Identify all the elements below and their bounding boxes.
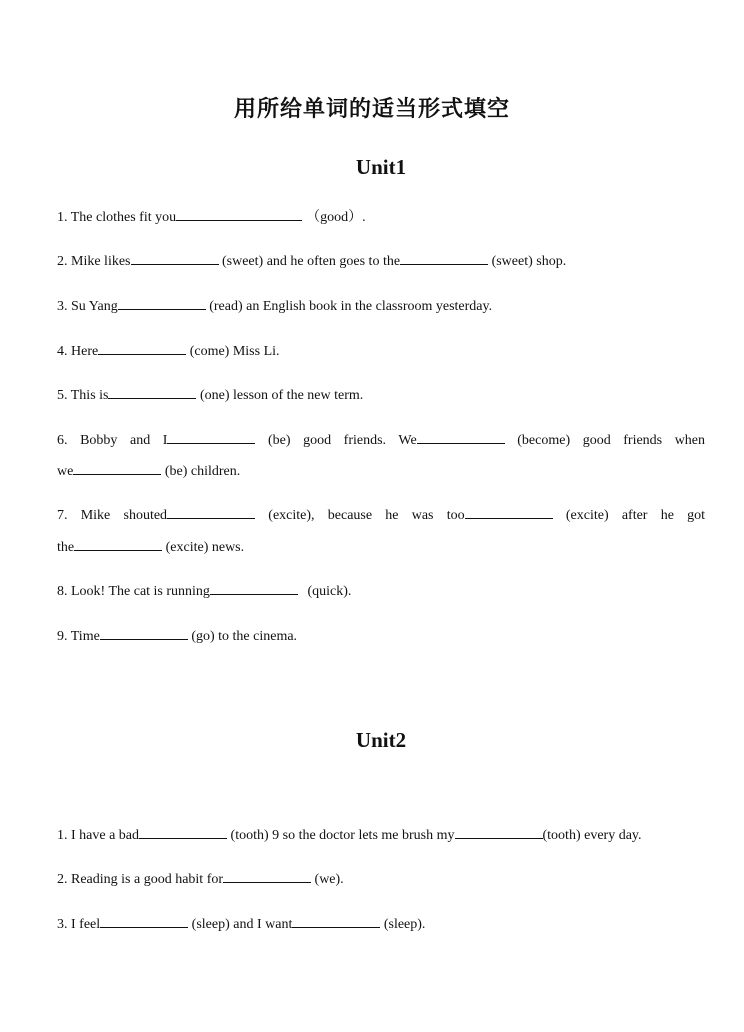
unit2-heading: Unit2 — [355, 728, 407, 752]
answer-blank[interactable] — [417, 430, 505, 444]
unit1-question-1: 1. The clothes fit you （good）. — [57, 207, 705, 227]
answer-blank[interactable] — [131, 251, 219, 265]
unit1-question-7-cont: the (excite) news. — [57, 537, 705, 557]
unit1-question-2: 2. Mike likes (sweet) and he often goes to the (sweet) shop. — [57, 251, 705, 271]
answer-blank[interactable] — [100, 626, 188, 640]
answer-blank[interactable] — [400, 251, 488, 265]
answer-blank[interactable] — [98, 341, 186, 355]
answer-blank[interactable] — [118, 296, 206, 310]
answer-blank[interactable] — [292, 914, 380, 928]
page-title: 用所给单词的适当形式填空 — [233, 97, 510, 122]
unit1-question-4: 4. Here (come) Miss Li. — [57, 341, 705, 361]
answer-blank[interactable] — [210, 581, 298, 595]
answer-blank[interactable] — [167, 505, 255, 519]
answer-blank[interactable] — [100, 914, 188, 928]
answer-blank[interactable] — [223, 869, 311, 883]
answer-blank[interactable] — [176, 207, 302, 221]
answer-blank[interactable] — [108, 385, 196, 399]
unit2-question-3: 3. I feel (sleep) and I want (sleep). — [57, 914, 705, 934]
unit1-question-5: 5. This is (one) lesson of the new term. — [57, 385, 705, 405]
unit1-question-8: 8. Look! The cat is running (quick). — [57, 581, 705, 601]
unit1-question-9: 9. Time (go) to the cinema. — [57, 626, 705, 646]
unit1-question-3: 3. Su Yang (read) an English book in the classroom yesterday. — [57, 296, 705, 316]
answer-blank[interactable] — [167, 430, 255, 444]
answer-blank[interactable] — [73, 461, 161, 475]
answer-blank[interactable] — [455, 825, 543, 839]
unit1-question-6: 6. Bobby and I (be) good friends. We (become) good friends when — [57, 430, 705, 450]
answer-blank[interactable] — [465, 505, 553, 519]
answer-blank[interactable] — [74, 537, 162, 551]
unit1-heading: Unit1 — [355, 155, 407, 179]
unit2-question-1: 1. I have a bad (tooth) 9 so the doctor lets me brush my (tooth) every day. — [57, 825, 705, 845]
answer-blank[interactable] — [139, 825, 227, 839]
unit1-question-7: 7. Mike shouted (excite), because he was too (excite) after he got — [57, 505, 705, 525]
unit1-question-6-cont: we (be) children. — [57, 461, 705, 481]
unit2-question-2: 2. Reading is a good habit for (we). — [57, 869, 705, 889]
